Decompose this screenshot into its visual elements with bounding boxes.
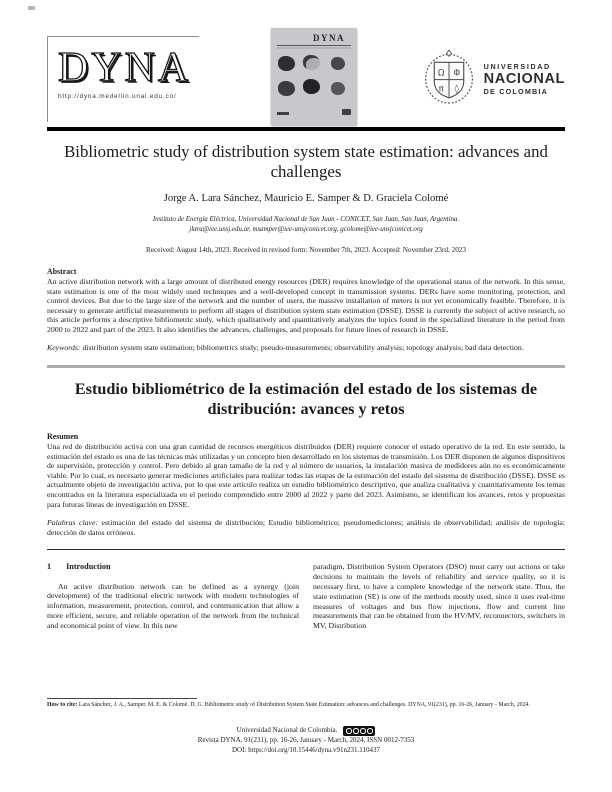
how-to-cite-label: How to cite:	[47, 702, 78, 708]
author-emails-link[interactable]: jlara@iee.unsj.edu.ar, msamper@iee-unsjconicet.org, gcolome@iee-unsjconicet.org	[189, 225, 423, 233]
section-divider-gray	[47, 365, 565, 368]
cover-blob-image	[278, 56, 295, 71]
article-front-matter	[47, 142, 565, 631]
keywords-line	[47, 343, 565, 353]
journal-cover-thumbnail	[271, 28, 357, 125]
unal-line-nacional: NACIONAL	[483, 70, 565, 87]
unal-wordmark	[484, 63, 565, 95]
page-header	[47, 28, 565, 128]
palabras-clave-line	[47, 518, 565, 537]
abstract-heading: Abstract	[47, 266, 77, 276]
resumen-body: Una red de distribución activa con una gran cantidad de recursos energéticos distribuidos (DER) requiere conocer el estado operativo de la red. En este sentido, la estimación del estado es una de las técnicas más utilizadas y un concepto bien desarrollado en los sistemas de transmisión. Los DER disponen de algunos dispositivos de supervisión, protección y control. Pero debido al gran tamaño de la red y al número de usuarios, la instalación masiva de medidores aún no es económicamente viable. Por lo cual, es necesario generar mediciones artificiales para realizar todas las etapas de la estimación del estado del sistema de distribución (DSSE). DSSE es actualmente objeto de investigación activa, por lo que este artículo realiza un estudio bibliométrico descriptivo, que analiza cualitativa y cuantitativamente los temas encontrados en la literatura especializada en el periodo comprendido entre 2000 al 2022 y parte del 2023. Asimismo, se identifican los avances, retos y propuestas para futuras líneas de investigación en DSSE.	[47, 442, 565, 509]
right-column	[313, 562, 565, 631]
palabras-clave-text: estimación del estado del sistema de distribución; Estudio bibliométrico; pseudomediciones; análisis de observabilidad; análisis de topología; detección de datos erróneos.	[47, 518, 565, 537]
abstract-body: An active distribution network with a large amount of distributed energy resources (DER) requires knowledge of the operational status of the network. In this sense, state estimation is one of the most widely used techniques and a well-developed concept in transmission systems. DERs have some monitoring, protection, and control devices. But due to the large size of the network and the number of users, the massive installation of meters is not yet economically feasible. Therefore, it is necessary to generate artificial measurements to perform all stages of distribution system state estimation (DSSE). DSSE is currently the subject of active research, so this article performs a descriptive bibliometric study, which qualitatively and quantitatively analyzes the topics found in the specialized literature in the period from 2000 to 2022 and part of the 2023. It also identifies the advances, challenges, and proposals for future lines of research in DSSE.	[47, 276, 565, 334]
affiliation-block	[47, 215, 565, 235]
cover-blob-image	[331, 57, 345, 70]
left-column	[47, 562, 299, 631]
resumen-heading: Resumen	[47, 432, 79, 442]
intro-paragraph-left: An active distribution network can be defined as a synergy (join development) of the traditional electric network with modern technologies of information, measurement, protection, control, and communication that allow a more efficient, secure, and reliable operation of the network from the technical and economical point of view. In this new	[47, 581, 299, 630]
cover-blob-image	[331, 82, 345, 95]
svg-text:π: π	[438, 84, 444, 95]
cover-blob-image	[278, 81, 295, 96]
dyna-journal-logo	[47, 36, 199, 122]
svg-text:Φ: Φ	[453, 68, 460, 79]
section-1-heading	[47, 562, 299, 572]
cover-publisher-mark	[342, 109, 351, 115]
cover-divider	[277, 45, 351, 46]
cc-license-badge-icon[interactable]	[343, 726, 375, 736]
intro-paragraph-right: paradigm, Distribution System Operators (DSO) must carry out actions or take decisions to maintain the levels of reliability and service quality, so it is necessary first, to have a complete knowledge of the network state. Thus, the state estimation (SE) is one of the methods mostly used, since it uses real-time measures of voltages and bus flow injections, flow and current line measurements that can be obtained from the HV/MV, reconnectors, switchers in MV, Distribution	[313, 562, 565, 631]
footer-doi-link[interactable]: DOI: https://doi.org/10.15446/dyna.v91n231.110437	[232, 745, 380, 754]
cover-title: DYNA	[313, 33, 345, 43]
header-divider-rule	[47, 127, 565, 131]
cover-blob-image	[303, 55, 320, 70]
universidad-nacional-logo	[423, 48, 565, 111]
section-number: 1	[47, 562, 52, 572]
article-title-spanish: Estudio bibliométrico de la estimación del estado de los sistemas de distribución: avances y retos	[74, 379, 538, 418]
keywords-text: distribution system state estimation; bibliometrics study; pseudo-measurements; observability analysis; topology analysis; bad data detection.	[82, 343, 524, 353]
svg-text:Ω: Ω	[437, 68, 445, 79]
section-title: Introduction	[66, 562, 111, 572]
journal-url-link[interactable]: http://dyna.medellin.unal.edu.co/	[58, 93, 177, 100]
received-dates-line: Received: August 14th, 2023. Received in revised form: November 7th, 2023. Accepted: November 23rd, 2023	[146, 245, 466, 254]
palabras-clave-label: Palabras clave:	[47, 518, 99, 528]
how-to-cite-footnote	[47, 698, 565, 710]
footer-university-line: Universidad Nacional de Colombia.	[236, 726, 338, 735]
svg-text:◊: ◊	[454, 84, 459, 95]
how-to-cite-text: Lara Sánchez, J. A., Samper. M. E. & Colomé. D. G. Bibliometric study of Distribution System State Estimation: advances and challenges. DYNA, 91(231), pp. 16-26, January - March, 2024.	[77, 702, 530, 708]
unal-line-universidad: UNIVERSIDAD	[483, 62, 551, 72]
cover-issn-mark	[277, 112, 289, 115]
footnote-separator-rule	[47, 698, 197, 699]
footer-journal-line: Revista DYNA, 91(231), pp. 16-26, January - March, 2024, ISSN 0012-7353	[197, 736, 415, 744]
cover-blob-image	[303, 79, 320, 94]
affiliation-line: Instituto de Energía Eléctrica, Universidad Nacional de San Juan - CONICET, San Juan, San Juan, Argentina.	[152, 215, 460, 223]
page-footer	[47, 726, 565, 756]
cover-subtitle-strip	[277, 47, 351, 49]
dyna-logo-wordmark: DYNA	[58, 45, 192, 91]
unal-crest-icon	[423, 48, 475, 111]
authors-line: Jorge A. Lara Sánchez, Mauricio E. Samper & D. Graciela Colomé	[163, 192, 449, 204]
body-divider-rule	[47, 549, 565, 550]
unal-line-de-colombia: DE COLOMBIA	[483, 87, 548, 97]
two-column-body	[47, 562, 565, 631]
scan-corner-mark	[28, 6, 35, 10]
cover-figure-thumbnails	[277, 55, 351, 107]
keywords-label: Keywords:	[47, 343, 81, 353]
article-title-english: Bibliometric study of distribution system state estimation: advances and challenges	[64, 142, 548, 182]
